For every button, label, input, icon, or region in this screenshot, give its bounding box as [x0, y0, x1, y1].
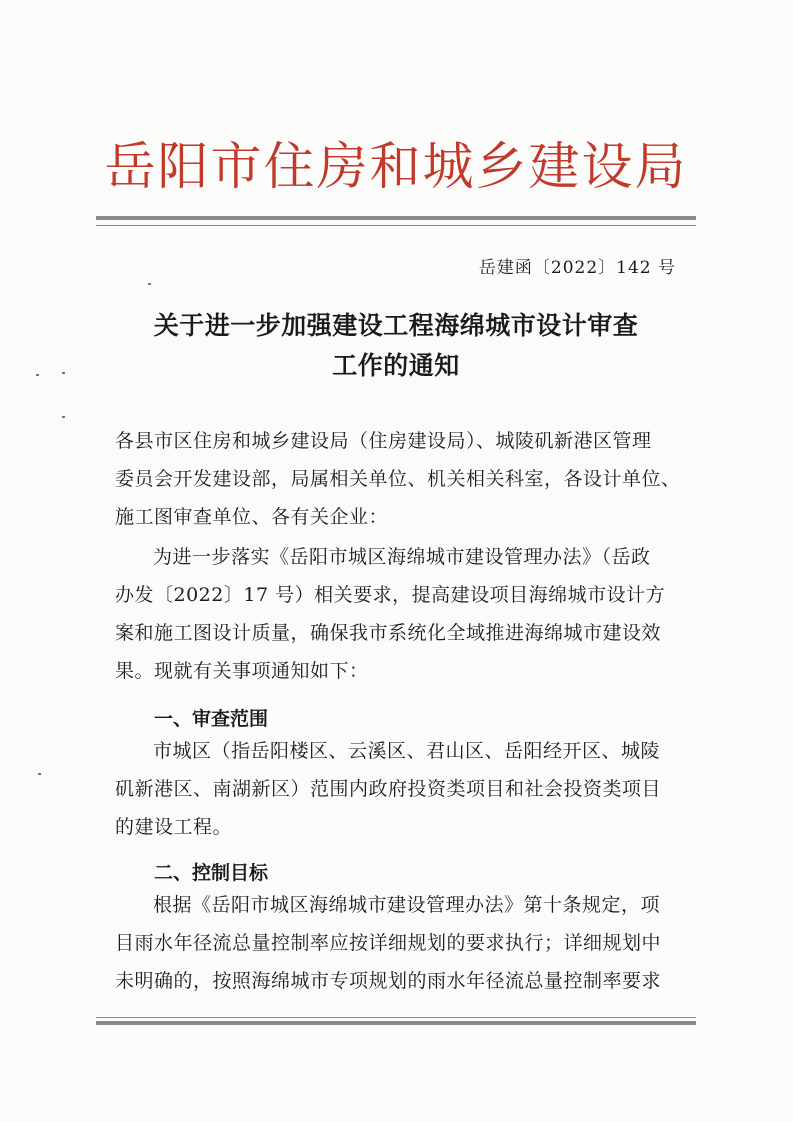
agency-header-title: 岳阳市住房和城乡建设局 [104, 138, 688, 197]
section-1-line-2: 矶新港区、南湖新区）范围内政府投资类项目和社会投资类项目 [115, 778, 662, 800]
scan-speck [36, 374, 39, 376]
notice-title-line-2: 工作的通知 [332, 351, 460, 380]
header-rule-thick [96, 216, 696, 220]
notice-title-line-1: 关于进一步加强建设工程海绵城市设计审查 [153, 311, 639, 340]
addressee-line-1: 各县市区住房和城乡建设局（住房建设局）、城陵矶新港区管理 [115, 430, 652, 452]
scan-speck [38, 773, 41, 775]
intro-line-2: 办发〔2022〕17 号）相关要求，提高建设项目海绵城市设计方 [115, 584, 666, 606]
section-1-heading: 一、审查范围 [154, 708, 269, 730]
section-2-heading: 二、控制目标 [154, 862, 269, 884]
intro-line-3: 案和施工图设计质量，确保我市系统化全域推进海绵城市建设效 [115, 622, 662, 644]
section-2-line-2: 目雨水年径流总量控制率应按详细规划的要求执行；详细规划中 [115, 932, 662, 954]
intro-line-1: 为进一步落实《岳阳市城区海绵城市建设管理办法》（岳政 [153, 546, 651, 568]
section-1-line-1: 市城区（指岳阳楼区、云溪区、君山区、岳阳经开区、城陵 [153, 740, 661, 762]
scan-speck [62, 372, 65, 374]
footer-rule-thin [96, 1017, 696, 1018]
section-2-line-1: 根据《岳阳市城区海绵城市建设管理办法》第十条规定，项 [153, 894, 661, 916]
scan-speck [148, 283, 151, 285]
addressee-line-3: 施工图审查单位、各有关企业： [115, 506, 389, 528]
footer-rule-thick [96, 1021, 696, 1025]
intro-line-4: 果。现就有关事项通知如下： [115, 660, 369, 682]
header-rule-thin [96, 225, 696, 226]
section-1-line-3: 的建设工程。 [115, 816, 233, 838]
scan-speck [62, 416, 65, 418]
document-number: 岳建函〔2022〕142 号 [478, 258, 676, 278]
section-2-line-3: 未明确的，按照海绵城市专项规划的雨水年径流总量控制率要求 [115, 970, 662, 992]
addressee-line-2: 委员会开发建设部，局属相关单位、机关相关科室，各设计单位、 [115, 468, 681, 490]
